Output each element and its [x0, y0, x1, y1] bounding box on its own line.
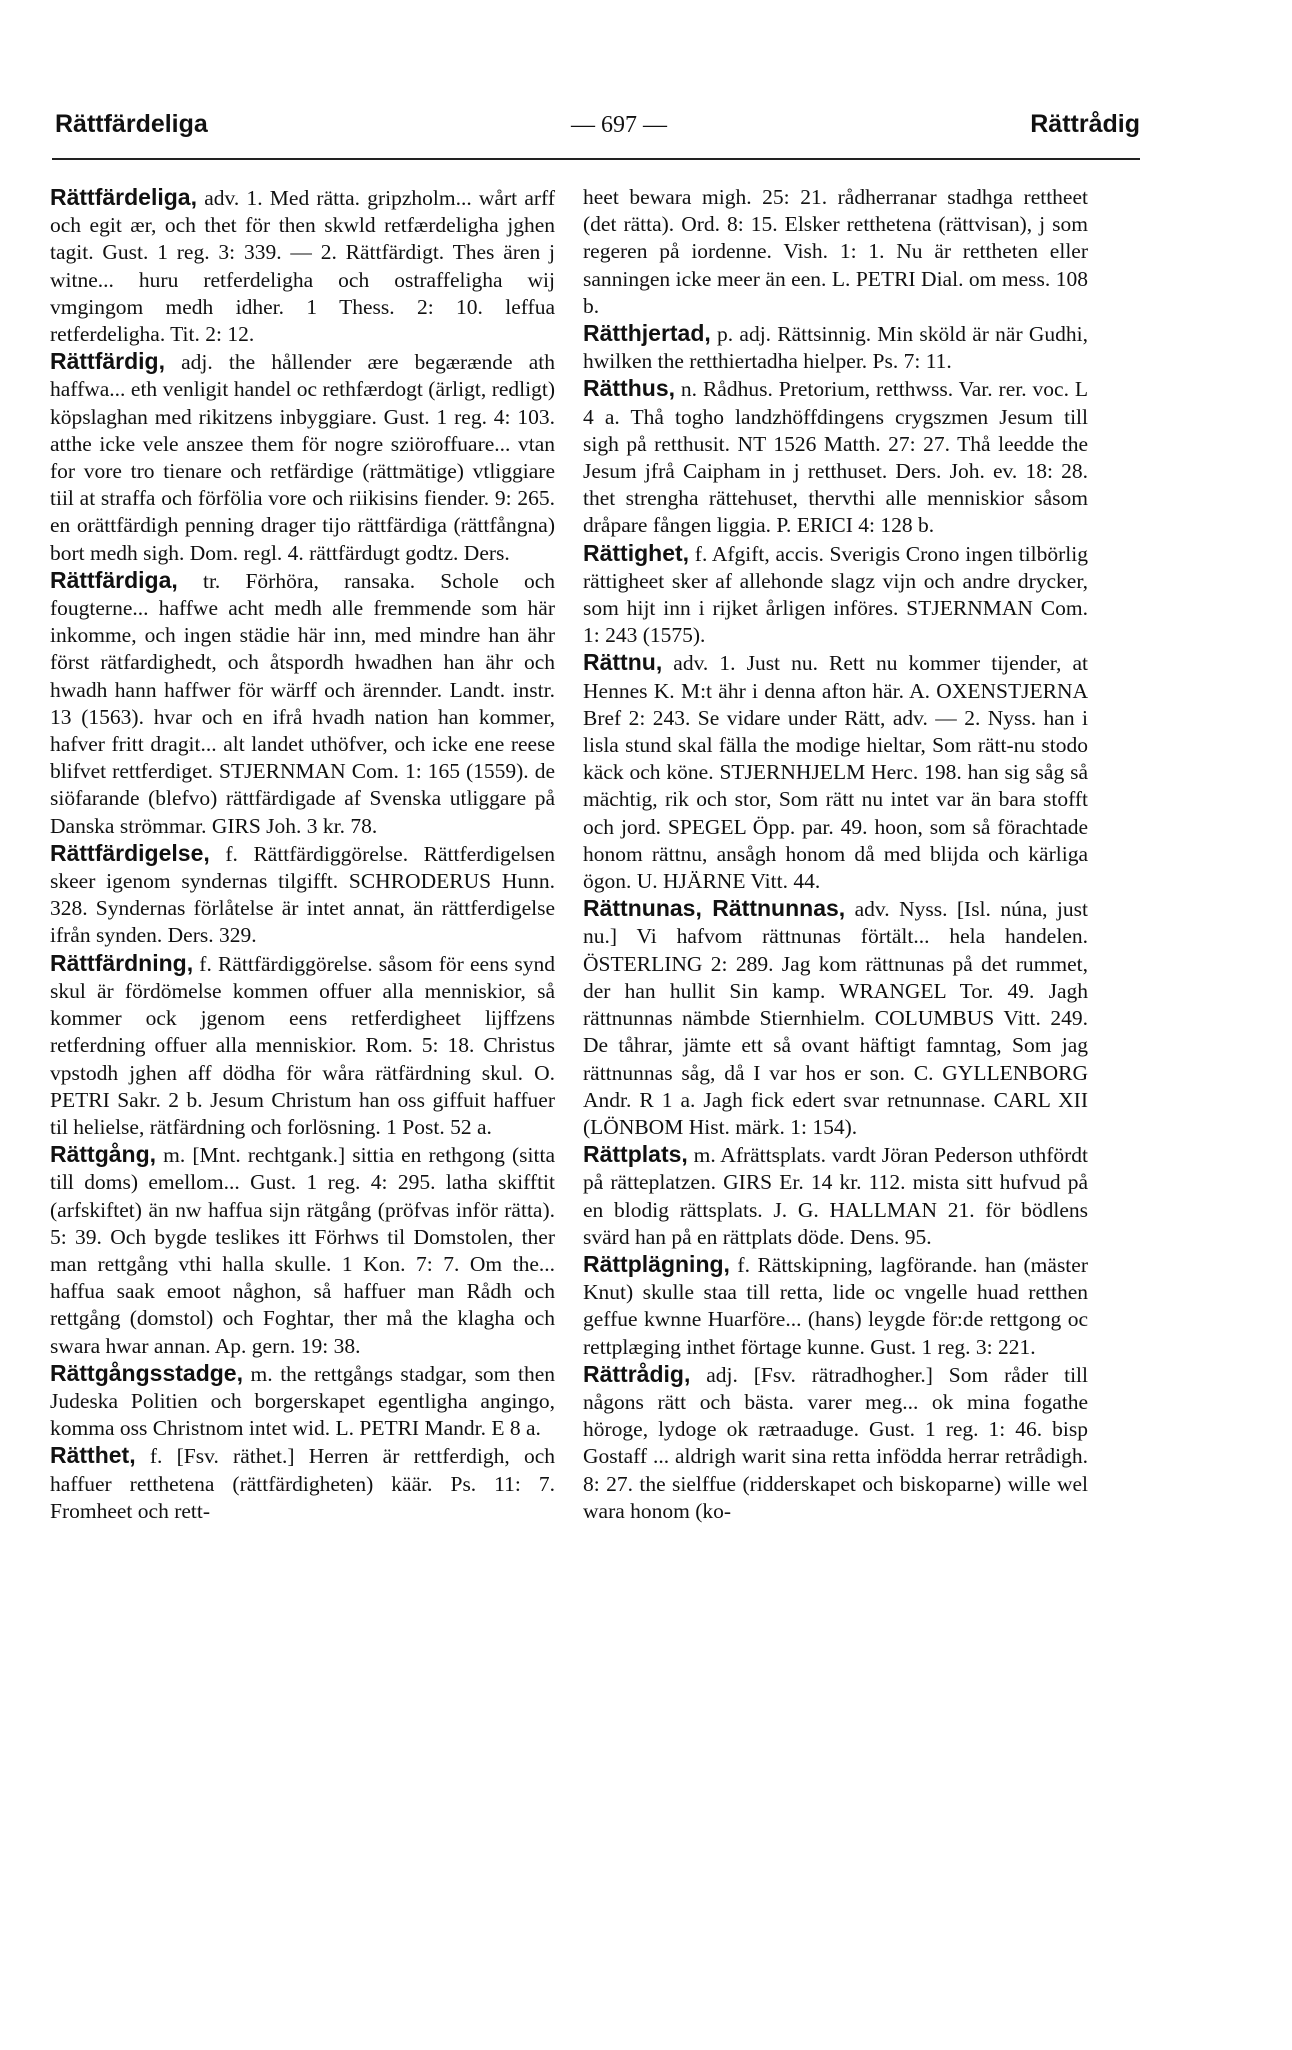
dictionary-entry: [583, 320, 1088, 375]
entry-text: adj. the hållender ære begærænde ath haffwa... eth venligit handel oc rethfærdogt (ärligt, redligt) köpslaghan med rikitzens inbyggiare. Gust. 1 reg. 4: 103. atthe icke vele anszee them för nogre sziöroffuare... vtan for vore tro tienare och retfärdige (rättmätige) vtliggiare tiil at straffa och förfölia vore och riikisins fiender. 9: 265. en orättfärdigh penning drager tijo rättfärdiga (rättfångna) bort medh sigh. Dom. regl. 4. rättfärdugt godtz. Ders.: [50, 350, 555, 565]
left-column: [50, 184, 555, 1525]
entry-text: adj. [Fsv. rätradhogher.] Som råder till någons rätt och bästa. varer meg... ok mina fogathe höroge, lydoge ok rætraaduge. Gust. 1 reg. 1: 46. bisp Gostaff ... aldrigh warit sina retta infödda herrar retrådigh. 8: 27. the sielffue (ridderskapet och biskoparne) wille wel wara honom (ko-: [583, 1362, 1088, 1523]
dictionary-entry: [583, 184, 1088, 320]
entry-text: p. adj. Rättsinnig. Min sköld är när Gudhi, hwilken the retthiertadha hielper. Ps. 7: 11.: [583, 322, 1088, 374]
header-rule: [52, 158, 1140, 160]
dictionary-entry: [583, 540, 1088, 650]
dictionary-entry: [583, 1251, 1088, 1361]
entry-headword: Rättfärdning,: [50, 949, 194, 976]
dictionary-entry: [50, 1360, 555, 1443]
entry-text: f. Rättfärdiggörelse. Rättferdigelsen skeer igenom syndernas tilgifft. SCHRODERUS Hunn. 328. Syndernas förlåtelse är intet annat, än rättferdigelse ifrån synden. Ders. 329.: [50, 841, 555, 948]
dictionary-entry: [50, 1141, 555, 1360]
dictionary-entry: [583, 895, 1088, 1141]
entry-headword: Rättplats,: [583, 1141, 688, 1168]
entry-headword: Rättrådig,: [583, 1360, 691, 1387]
right-column: [583, 184, 1088, 1525]
entry-text: heet bewara migh. 25: 21. rådherranar stadhga rettheet (det rätta). Ord. 8: 15. Elsker retthetena (rättvisan), j som regeren på iordenne. Vish. 1: 1. Nu är rettheten eller sanningen icke meer än een. L. PETRI Dial. om mess. 108 b.: [583, 185, 1088, 318]
dictionary-entry: [583, 1361, 1088, 1525]
dictionary-entry: [50, 184, 555, 348]
entry-text: tr. Förhöra, ransaka. Schole och fougterne... haffwe acht medh alle fremmende som här inkomme, och ingen städie här inn, med mindre han ähr först rätfardighedt, och åtspordh hwadhen han ähr och hwadh hann haffwer för wärff och ärennder. Landt. instr. 13 (1563). hvar och en ifrå hvadh nation han kommer, hafver fritt dragit... alt landet uthöfver, och icke ene reese blifvet rettferdiget. STJERNMAN Com. 1: 165 (1559). de siöfarande (blefvo) rättfärdigade af Svenska utliggare på Danska strömmar. GIRS Joh. 3 kr. 78.: [50, 568, 555, 838]
entry-text: n. Rådhus. Pretorium, retthwss. Var. rer. voc. L 4 a. Thå togho landzhöffdingens crygszmen Jesum till sigh på retthusit. NT 1526 Matth. 27: 27. Thå leedde the Jesum jfrå Caipham in j retthuset. Ders. Joh. ev. 18: 28. thet strengha rättehuset, thervthi alle menniskior såsom dråpare fången liggia. P. ERICI 4: 128 b.: [583, 377, 1088, 538]
entry-text: f. [Fsv. räthet.] Herren är rettferdigh, och haffuer retthetena (rättfärdigheten) käär. Ps. 11: 7. Fromheet och rett-: [50, 1444, 555, 1523]
header-left-word: Rättfärdeliga: [55, 110, 208, 138]
dictionary-entry: [50, 840, 555, 950]
entry-text: f. Afgift, accis. Sverigis Crono ingen tilbörlig rättigheet sker af allehonde slagz vijn och andre drycker, som hijt inn i rijket årligen införes. STJERNMAN Com. 1: 243 (1575).: [583, 541, 1088, 648]
entry-headword: Rättfärdig,: [50, 348, 165, 375]
entry-text: adv. 1. Just nu. Rett nu kommer tijender, at Hennes K. M:t ähr i denna afton här. A. OXENSTJERNA Bref 2: 243. Se vidare under Rätt, adv. — 2. Nyss. han i lisla stund skal fälla the modige hieltar, Som rätt-nu stodo käck och köne. STJERNHJELM Herc. 198. han sig såg så mächtig, rik och stor, Som rätt nu intet var än bara stofft och jord. SPEGEL Öpp. par. 49. hoon, som så förachtade honom rättnu, ansågh honom då med blijda och kärliga ögon. U. HJÄRNE Vitt. 44.: [583, 651, 1088, 894]
entry-headword: Rättfärdigelse,: [50, 839, 210, 866]
dictionary-entry: [50, 1442, 555, 1525]
dictionary-entry: [50, 567, 555, 840]
entry-headword: Rätthus,: [583, 375, 675, 402]
dictionary-entry: [50, 950, 555, 1141]
entry-headword: Rättnu,: [583, 649, 663, 676]
entry-headword: Rättighet,: [583, 539, 690, 566]
entry-text: m. [Mnt. rechtgank.] sittia en rethgong (sitta till doms) emellom... Gust. 1 reg. 4: 295. latha skifftit (arfskiftet) än nw haffua sijn rätgång (pröfvas inför rätta). 5: 39. Och bygde teslikes itt Förhws til Domstolen, ther man rettgång vthi halla skulle. 1 Kon. 7: 7. Om the... haffua saak emoot någhon, så haffuer man Rådh och rettgång (domstol) och Foghtar, ther må the klagha och swara hwar annan. Ap. gern. 19: 38.: [50, 1143, 555, 1358]
entry-text: adv. 1. Med rätta. gripzholm... wårt arff och egit ær, och thet för then skwld retfærdeligha jghen tagit. Gust. 1 reg. 3: 339. — 2. Rättfärdigt. Thes ären j witne... huru retferdeligha och ostraffeligha wij vmgingom medh idher. 1 Thess. 2: 10. leffua retferdeligha. Tit. 2: 12.: [50, 186, 555, 347]
entry-text: m. the rettgångs stadgar, som then Judeska Politien och borgerskapet egentligha angingo, komma oss Christnom intet wid. L. PETRI Mandr. E 8 a.: [50, 1361, 555, 1441]
entry-headword: Rättgångsstadge,: [50, 1359, 243, 1386]
dictionary-entry: [50, 348, 555, 567]
entry-text: m. Afrättsplats. vardt Jöran Pederson uthfördt på rätteplatzen. GIRS Er. 14 kr. 112. mista sitt hufvud på en blodig rättsplats. J. G. HALLMAN 21. för bödlens svärd han på en rättplats döde. Dens. 95.: [583, 1143, 1088, 1249]
dictionary-entry: [583, 649, 1088, 895]
entry-headword: Rätthet,: [50, 1442, 136, 1469]
entry-text: f. Rättfärdiggörelse. såsom för eens synd skul är fördömelse kommen offuer alla menniskior, så kommer ock jgenom eens retferdigheet lijffzens retferdning offuer alla menniskior. Rom. 5: 18. Christus vpstodh jghen aff dödha för wåra rätfärdning skul. O. PETRI Sakr. 2 b. Jesum Christum han oss giffuit haffuer til helielse, rätfärdning och forlösning. 1 Post. 52 a.: [50, 951, 555, 1139]
entry-text: f. Rättskipning, lagförande. han (mäster Knut) skulle staa till retta, lide oc vngelle huad retthen geffue kwnne Huarföre... (hans) leygde för:de rettgong oc rettplæging inthet förtage kunne. Gust. 1 reg. 3: 221.: [583, 1252, 1088, 1359]
entry-headword: Rättfärdeliga,: [50, 184, 197, 210]
entry-headword: Rätthjertad,: [583, 320, 711, 347]
entry-headword: Rättplägning,: [583, 1250, 730, 1277]
entry-headword: Rättgång,: [50, 1141, 157, 1168]
entry-text: adv. Nyss. [Isl. núna, just nu.] Vi hafvom rättnunas förtält... hela handelen. ÖSTERLING 2: 289. Jag kom rättnunas på det rummet, der han hullit Sin kamp. WRANGEL Tor. 49. Jagh rättnunnas nämbde Stiernhielm. COLUMBUS Vitt. 249. De tåhrar, jämte ett så ovant häftigt famntag, Som jag rättnunnas såg, då I var hos er son. C. GYLLENBORG Andr. R 1 a. Jagh fick edert svar retnunnase. CARL XII (LÖNBOM Hist. märk. 1: 154).: [583, 897, 1088, 1139]
dictionary-entry: [583, 375, 1088, 539]
entry-headword: Rättnunas, Rättnunnas,: [583, 895, 846, 922]
entry-headword: Rättfärdiga,: [50, 566, 178, 593]
dictionary-entry: [583, 1141, 1088, 1251]
page-number: — 697 —: [571, 112, 668, 138]
running-header: [55, 110, 1140, 150]
header-right-word: Rättrådig: [1030, 110, 1140, 138]
